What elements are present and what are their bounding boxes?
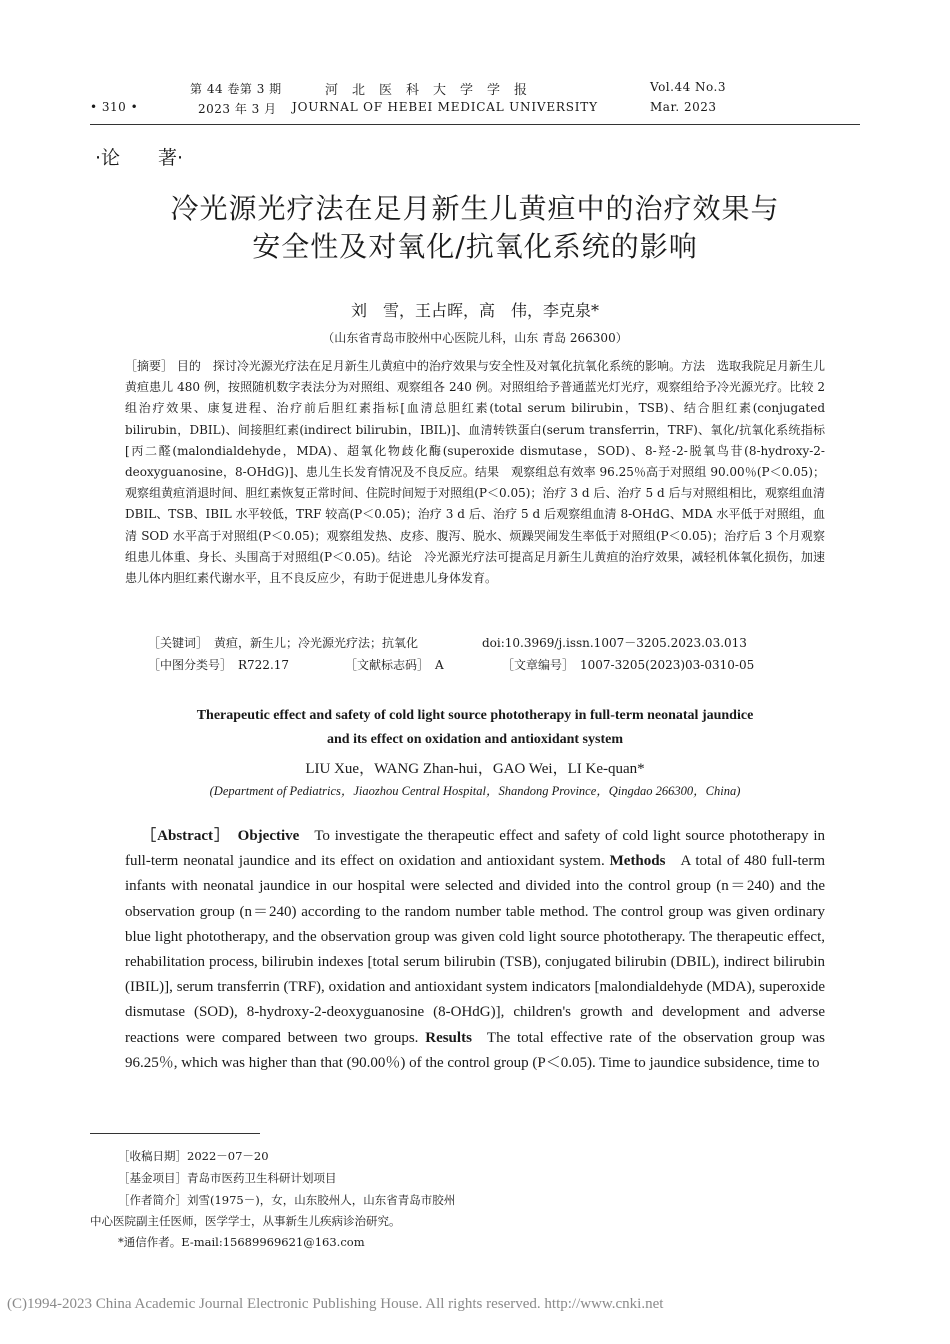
document-code: ［文献标志码］ A bbox=[345, 658, 444, 672]
copyright-notice: (C)1994-2023 China Academic Journal Electronic Publishing House. All rights reserved. http://www.cnki.net bbox=[7, 1296, 664, 1312]
title-en: Therapeutic effect and safety of cold light source phototherapy in full-term neonatal jaundice and its effect on oxidation and antioxidant system bbox=[196, 708, 754, 747]
keywords: ［关键词］ 黄疸，新生儿；冷光源光疗法；抗氧化 bbox=[148, 636, 419, 650]
page-number: • 310 • bbox=[90, 100, 139, 114]
methods-label: Methods bbox=[609, 853, 666, 870]
results-text: The total effective rate of the observation group was 96.25％, which was higher than that (90.00％) of the control group (P＜0.05). Time to jaundice subsidence, time to bbox=[125, 1029, 825, 1071]
header-rule bbox=[90, 124, 860, 125]
journal-name-cn: 河北医科大学学报 bbox=[325, 83, 542, 98]
date-en: Mar. 2023 bbox=[650, 100, 717, 114]
journal-name-en: JOURNAL OF HEBEI MEDICAL UNIVERSITY bbox=[292, 100, 598, 114]
clc-number: ［中图分类号］ R722.17 bbox=[148, 658, 290, 672]
footnote-author-info-cont: 中心医院副主任医师，医学学士，从事新生儿疾病诊治研究。 bbox=[90, 1214, 401, 1228]
footnote-corresponding: *通信作者。E-mail:15689969621@163.com bbox=[118, 1235, 365, 1249]
date-cn: 2023 年 3 月 bbox=[198, 102, 277, 116]
results-label: Results bbox=[425, 1029, 472, 1046]
title-line-1: 冷光源光疗法在足月新生儿黄疸中的治疗效果与 bbox=[170, 192, 780, 225]
title-line-2: 安全性及对氧化/抗氧化系统的影响 bbox=[252, 230, 698, 263]
abstract-cn: ［摘要］ 目的 探讨冷光源光疗法在足月新生儿黄疸中的治疗效果与安全性及对氧化抗氧化系统的影响。方法 选取我院足月新生儿黄疸患儿 480 例，按照随机数字表法分为对照组、观察组各 240 例。对照组给予普通蓝光灯光疗，观察组给予冷光源光疗。比较 2 组治疗效果、康复进程、治疗前后胆红素指标[血清总胆红素(total serum bilirubin，TSB)、结合胆红素(conjugated bilirubin，DBIL)、间接胆红素(indirect bilirubin，IBIL)]、血清转铁蛋白(serum transferrin，TRF)、氧化/抗氧化系统指标[丙二醛(malondialdehyde，MDA)、超氧化物歧化酶(superoxide dismutase，SOD)、8-羟-2-脱氧鸟苷(8-hydroxy-2-deoxyguanosine，8-OHdG)]、患儿生长发育情况及不良反应。结果 观察组总有效率 96.25％高于对照组 90.00％(P＜0.05)；观察组黄疸消退时间、胆红素恢复正常时间、住院时间短于对照组(P＜0.05)；治疗 3 d 后、治疗 5 d 后与对照组相比，观察组血清 DBIL、TSB、IBIL 水平较低，TRF 较高(P＜0.05)；治疗 3 d 后、治疗 5 d 后观察组血清 8-OHdG、MDA 水平低于对照组，血清 SOD 水平高于对照组(P＜0.05)；观察组发热、皮疹、腹泻、脱水、烦躁哭闹发生率低于对照组(P＜0.05)；治疗后 3 个月观察组患儿体重、身长、头围高于对照组(P＜0.05)。结论 冷光源光疗法可提高足月新生儿黄疸的治疗效果，减轻机体氧化损伤，加速患儿体内胆红素代谢水平，且不良反应少，有助于促进患儿身体发育。 bbox=[125, 359, 825, 586]
footnote-fund: ［基金项目］青岛市医药卫生科研计划项目 bbox=[118, 1171, 337, 1185]
authors-cn: 刘 雪，王占晖，高 伟，李克泉* bbox=[350, 301, 599, 320]
footnote-author-info: ［作者简介］刘雪(1975－)，女，山东胶州人，山东省青岛市胶州 bbox=[118, 1193, 456, 1207]
affiliation-cn: （山东省青岛市胶州中心医院儿科，山东 青岛 266300） bbox=[322, 331, 628, 345]
abstract-en bbox=[125, 824, 825, 1076]
methods-text: A total of 480 full-term infants with neonatal jaundice in our hospital were selected and divided into the control group (n＝240) and the observation group (n＝240) according to the random number table method. The control group was given ordinary blue light phototherapy, and the observation group was given cold light source phototherapy. The therapeutic effect, rehabilitation process, bilirubin indexes [total serum bilirubin (TSB), conjugated bilirubin (DBIL), indirect bilirubin (IBIL)], serum transferrin (TRF), oxidation and antioxidant system indicators [malondialdehyde (MDA), superoxide dismutase (SOD), 8-hydroxy-2-deoxyguanosine (8-OHdG)], children's growth and development and adverse reactions were compared between two groups. bbox=[125, 853, 825, 1046]
article-number: ［文章编号］ 1007-3205(2023)03-0310-05 bbox=[502, 658, 755, 672]
objective-label: Objective bbox=[237, 828, 300, 844]
abstract-en-label: ［Abstract］ bbox=[140, 828, 231, 844]
footnote-received: ［收稿日期］2022－07－20 bbox=[118, 1149, 269, 1163]
section-label: ·论 著· bbox=[95, 147, 184, 169]
authors-en: LIU Xue，WANG Zhan-hui，GAO Wei，LI Ke-quan* bbox=[305, 761, 645, 777]
footnote-rule bbox=[90, 1133, 260, 1134]
doi-link[interactable]: doi:10.3969/j.issn.1007－3205.2023.03.013 bbox=[482, 636, 747, 650]
volume-en: Vol.44 No.3 bbox=[650, 80, 726, 94]
volume-cn: 第 44 卷第 3 期 bbox=[190, 82, 282, 96]
objective-text: To investigate the therapeutic effect and safety of cold light source phototherapy in full-term neonatal jaundice and its effect on oxidation and antioxidant system. bbox=[125, 828, 825, 870]
affiliation-en: (Department of Pediatrics，Jiaozhou Central Hospital，Shandong Province，Qingdao 266300，China) bbox=[209, 784, 741, 798]
